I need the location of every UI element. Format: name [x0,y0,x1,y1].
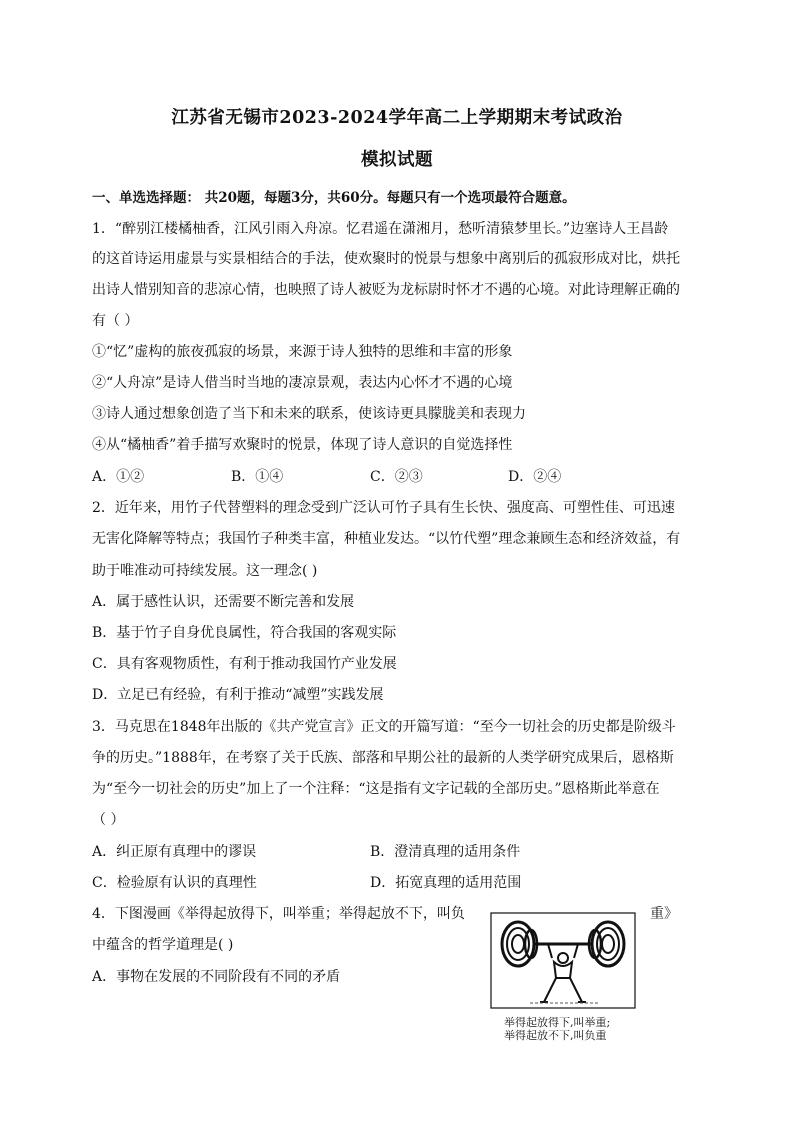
q2-line: 助于唯准动可持续发展。这一理念( ) [92,563,318,579]
q1-item: ②“人舟凉”是诗人借当时当地的凄凉景观，表达内心怀才不遇的心境 [92,375,513,391]
q3-option-b[interactable]: B．澄清真理的适用条件 [370,844,521,860]
q1-item: ①“忆”虚构的旅夜孤寂的场景，来源于诗人独特的思维和丰富的形象 [92,344,513,360]
q1-option-d[interactable]: D．②④ [508,469,562,485]
q1-item: ③诗人通过想象创造了当下和未来的联系，使该诗更具朦胧美和表现力 [92,406,526,422]
comic-caption-line1: 举得起放得下,叫举重; [504,1016,611,1029]
q1-item: ④从“橘柚香”着手描写欢聚时的悦景，体现了诗人意识的自觉选择性 [92,437,513,453]
q2-line: 2．近年来，用竹子代替塑料的理念受到广泛认可竹子具有生长快、强度高、可塑性佳、可迅速 [92,500,675,516]
q1-line: 出诗人惜别知音的悲凉心情，也映照了诗人被贬为龙标尉时怀才不遇的心境。对此诗理解正确的 [92,282,680,298]
q1-line: 有（ ） [92,313,139,329]
q2-option-d[interactable]: D．立足已有经验，有利于推动“减塑”实践发展 [92,687,384,703]
exam-title-line2: 模拟试题 [361,150,433,170]
q1-option-b[interactable]: B．①④ [231,469,284,485]
q2-option-b[interactable]: B．基于竹子自身优良属性，符合我国的客观实际 [92,625,397,641]
q3-line: 3．马克思在1848年出版的《共产党宣言》正文的开篇写道：“至今一切社会的历史都是阶级斗 [92,719,676,735]
q2-option-a[interactable]: A．属于感性认识，还需要不断完善和发展 [92,594,355,610]
q1-line: 的这首诗运用虚景与实景相结合的手法，使欢聚时的悦景与想象中离别后的孤寂形成对比，烘托 [92,251,680,267]
q4-line: 中蕴含的哲学道理是( ) [92,937,234,953]
q1-line: 1．“醉别江楼橘柚香，江风引雨入舟凉。忆君遥在潇湘月，愁听清猿梦里长。”边塞诗人王昌龄 [92,221,669,237]
q3-option-d[interactable]: D．拓宽真理的适用范围 [370,875,522,891]
q1-option-c[interactable]: C．②③ [370,469,423,485]
q3-line: 为“至今一切社会的历史”加上了一个注释：“这是指有文字记载的全部历史。”恩格斯此举意在 [92,781,660,797]
comic-caption-line2: 举得起放不下,叫负重 [504,1029,607,1042]
q3-option-c[interactable]: C．检验原有认识的真理性 [92,875,257,891]
q3-option-a[interactable]: A．纠正原有真理中的谬误 [92,844,257,860]
q4-line-end: 重》 [650,906,678,922]
q3-line: 争的历史。”1888年，在考察了关于氏族、部落和早期公社的最新的人类学研究成果后，恩格斯 [92,750,674,766]
section-heading: 一、单选选择题： 共20题，每题3分，共60分。每题只有一个选项最符合题意。 [92,190,576,206]
q4-line: 4．下图漫画《举得起放得下，叫举重；举得起放不下，叫负 [92,906,465,922]
exam-title-line1: 江苏省无锡市2023-2024学年高二上学期期末考试政治 [171,108,623,128]
q2-option-c[interactable]: C．具有客观物质性，有利于推动我国竹产业发展 [92,656,397,672]
q1-option-a[interactable]: A．①② [92,469,145,485]
q4-option-a[interactable]: A．事物在发展的不同阶段有不同的矛盾 [92,969,341,985]
q2-line: 无害化降解等特点；我国竹子种类丰富，种植业发达。“以竹代塑”理念兼顾生态和经济效益，有 [92,531,681,547]
q3-line: （ ） [92,812,125,828]
